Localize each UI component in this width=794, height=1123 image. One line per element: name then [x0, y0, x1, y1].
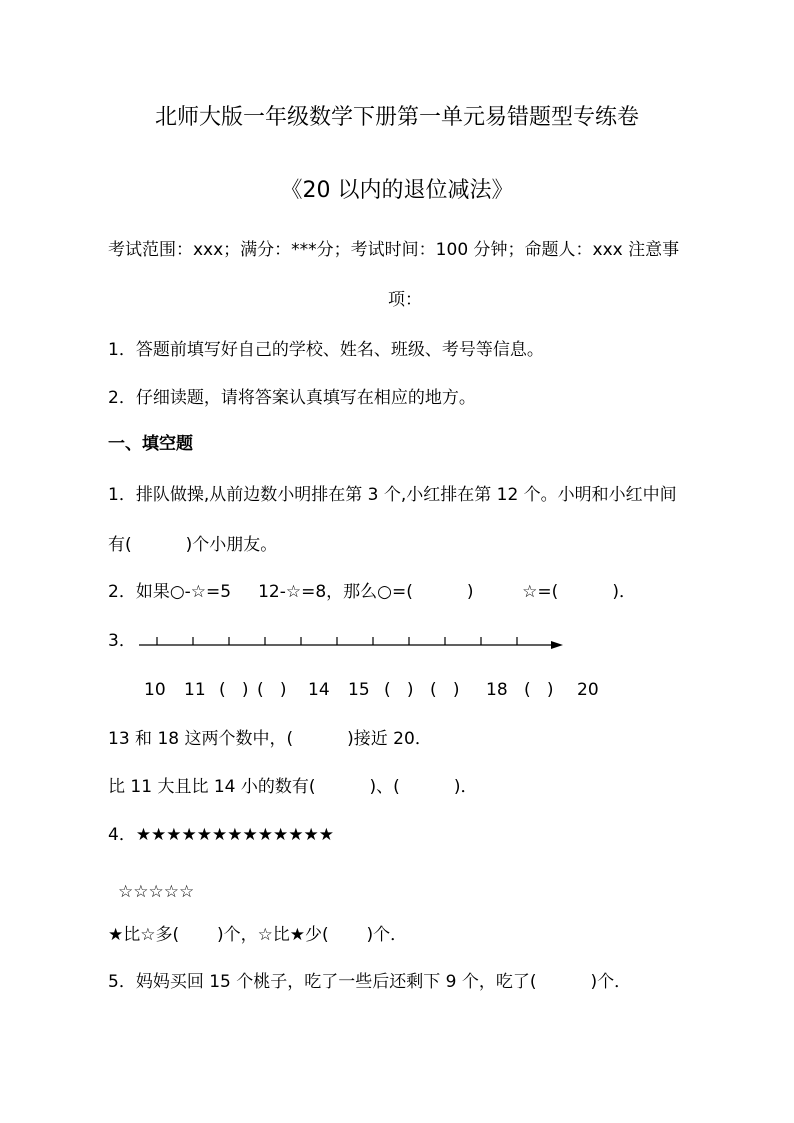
number-line-label: ( ) [257, 680, 287, 700]
question-4-white-stars: ☆☆☆☆☆ [118, 882, 195, 902]
exam-info: 考试范围：xxx；满分：***分；考试时间：100 分钟；命题人：xxx 注意事 [108, 240, 680, 260]
number-line-label: ( ) [430, 680, 460, 700]
section-title: 一、填空题 [108, 434, 193, 454]
number-line-label: 11 [184, 680, 206, 700]
page-title: 北师大版一年级数学下册第一单元易错题型专练卷 [154, 105, 639, 130]
question-1-line-1: 1．排队做操,从前边数小明排在第 3 个,小红排在第 12 个。小明和小红中间 [108, 485, 677, 505]
number-line [135, 630, 565, 654]
question-3a: 13 和 18 这两个数中，( )接近 20． [108, 729, 432, 749]
number-line-label: ( ) [524, 680, 554, 700]
page-subtitle: 《20 以内的退位减法》 [280, 178, 514, 203]
question-2: 2．如果○-☆=5 12-☆=8，那么○=( ) ☆=( )． [108, 582, 636, 602]
number-line-label: 14 [308, 680, 330, 700]
exam-info-continued: 项： [388, 290, 422, 310]
number-line-label: 18 [486, 680, 508, 700]
number-line-label: 20 [577, 680, 599, 700]
number-line-label: ( ) [219, 680, 249, 700]
number-line-label: 10 [144, 680, 166, 700]
number-line-label: 15 [348, 680, 370, 700]
question-3b: 比 11 大且比 14 小的数有( )、( )． [108, 777, 478, 797]
number-line-label: ( ) [384, 680, 414, 700]
note-1: 1．答题前填写好自己的学校、姓名、班级、考号等信息。 [108, 340, 544, 360]
note-2: 2．仔细读题，请将答案认真填写在相应的地方。 [108, 388, 476, 408]
question-1-line-2: 有( )个小朋友。 [108, 535, 278, 555]
question-5: 5．妈妈买回 15 个桃子，吃了一些后还剩下 9 个，吃了( )个． [108, 972, 632, 992]
question-4-question: ★比☆多( )个，☆比★少( )个． [108, 925, 408, 945]
question-4-black-stars: 4．★★★★★★★★★★★★★ [108, 825, 334, 845]
question-3-label: 3． [108, 631, 136, 651]
